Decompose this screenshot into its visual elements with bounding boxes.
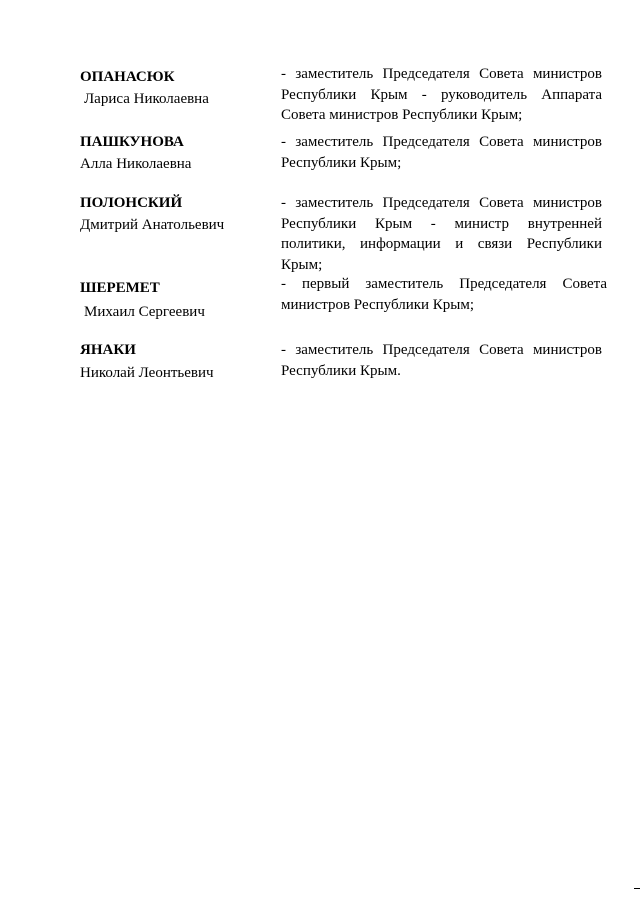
member-given-names: Дмитрий Анатольевич bbox=[80, 217, 225, 233]
member-given-names: Лариса Николаевна bbox=[84, 91, 209, 107]
member-surname: ЯНАКИ bbox=[80, 342, 136, 358]
member-surname: ПАШКУНОВА bbox=[80, 134, 184, 150]
member-given-names: Михаил Сергеевич bbox=[84, 304, 205, 320]
member-given-names: Николай Леонтьевич bbox=[80, 365, 214, 381]
member-position: - заместитель Председателя Совета министров Республики Крым; bbox=[281, 134, 602, 171]
member-position: - заместитель Председателя Совета министров Республики Крым - министр внутренней политики, информации и связи Республики Крым; bbox=[281, 195, 602, 274]
member-surname: ОПАНАСЮК bbox=[80, 69, 175, 85]
page-edge-mark bbox=[634, 888, 640, 889]
member-given-names: Алла Николаевна bbox=[80, 156, 192, 172]
member-position: - первый заместитель Председателя Совета министров Республики Крым; bbox=[281, 276, 607, 313]
member-position: - заместитель Председателя Совета министров Республики Крым. bbox=[281, 342, 602, 379]
member-surname: ПОЛОНСКИЙ bbox=[80, 195, 183, 211]
member-position: - заместитель Председателя Совета министров Республики Крым - руководитель Аппарата Совета министров Республики Крым; bbox=[281, 66, 602, 124]
member-surname: ШЕРЕМЕТ bbox=[80, 280, 160, 296]
